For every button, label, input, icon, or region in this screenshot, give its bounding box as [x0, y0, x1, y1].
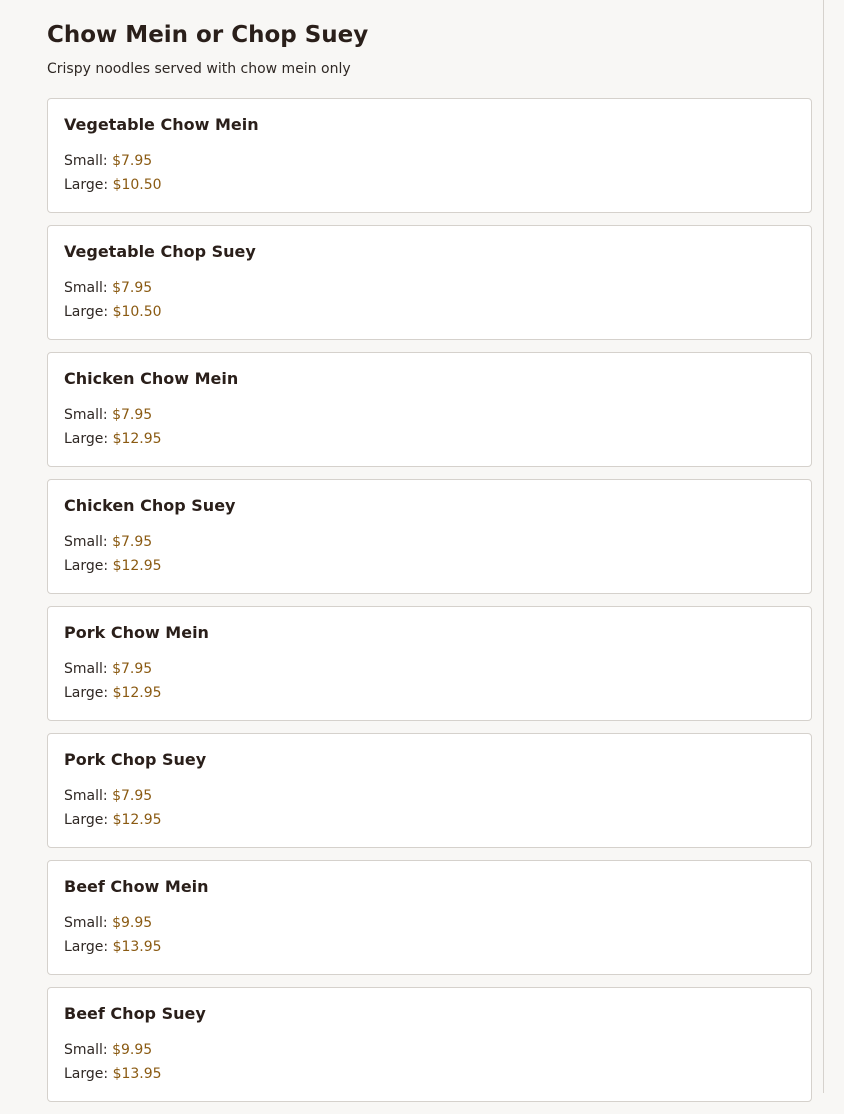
small-label: Small: [64, 407, 108, 423]
price-list [64, 276, 795, 324]
large-price-line [64, 554, 795, 578]
large-price: $12.95 [112, 431, 162, 447]
large-price-line [64, 1062, 795, 1086]
small-price: $9.95 [112, 1042, 153, 1058]
price-list [64, 403, 795, 451]
small-price: $7.95 [112, 153, 153, 169]
section-title: Chow Mein or Chop Suey [47, 22, 369, 48]
price-list [64, 911, 795, 959]
menu-item-name: Vegetable Chow Mein [64, 115, 259, 134]
small-label: Small: [64, 661, 108, 677]
menu-item-card [47, 352, 812, 467]
large-label: Large: [64, 685, 109, 701]
menu-item-name: Pork Chow Mein [64, 623, 209, 642]
large-price-line [64, 427, 795, 451]
large-price-line [64, 681, 795, 705]
large-price: $12.95 [112, 812, 162, 828]
menu-item-card [47, 860, 812, 975]
large-label: Large: [64, 1066, 109, 1082]
large-price-line [64, 300, 795, 324]
section-note: Crispy noodles served with chow mein only [47, 61, 351, 77]
small-price: $7.95 [112, 534, 153, 550]
small-price: $7.95 [112, 280, 153, 296]
small-price-line [64, 911, 795, 935]
menu-item-card [47, 98, 812, 213]
small-price-line [64, 657, 795, 681]
large-price: $12.95 [112, 685, 162, 701]
small-price: $9.95 [112, 915, 153, 931]
menu-item-list [47, 98, 812, 1102]
large-price: $12.95 [112, 558, 162, 574]
menu-item-card [47, 606, 812, 721]
large-label: Large: [64, 177, 109, 193]
small-label: Small: [64, 915, 108, 931]
menu-item-name: Chicken Chop Suey [64, 496, 236, 515]
small-price-line [64, 784, 795, 808]
price-list [64, 784, 795, 832]
large-price: $13.95 [112, 1066, 162, 1082]
menu-item-card [47, 987, 812, 1102]
large-price-line [64, 808, 795, 832]
small-price-line [64, 530, 795, 554]
price-list [64, 530, 795, 578]
small-label: Small: [64, 153, 108, 169]
menu-item-card [47, 479, 812, 594]
menu-item-name: Chicken Chow Mein [64, 369, 239, 388]
menu-item-name: Beef Chop Suey [64, 1004, 206, 1023]
large-price: $13.95 [112, 939, 162, 955]
large-label: Large: [64, 939, 109, 955]
small-label: Small: [64, 280, 108, 296]
small-label: Small: [64, 788, 108, 804]
price-list [64, 1038, 795, 1086]
small-price: $7.95 [112, 788, 153, 804]
large-label: Large: [64, 304, 109, 320]
small-price-line [64, 276, 795, 300]
small-label: Small: [64, 1042, 108, 1058]
small-price: $7.95 [112, 407, 153, 423]
menu-item-name: Pork Chop Suey [64, 750, 207, 769]
large-label: Large: [64, 812, 109, 828]
price-list [64, 657, 795, 705]
page-right-border [823, 0, 824, 1093]
small-price-line [64, 403, 795, 427]
small-price-line [64, 149, 795, 173]
large-price: $10.50 [112, 177, 162, 193]
small-label: Small: [64, 534, 108, 550]
menu-section [47, 0, 812, 1114]
large-price: $10.50 [112, 304, 162, 320]
large-price-line [64, 173, 795, 197]
large-price-line [64, 935, 795, 959]
large-label: Large: [64, 558, 109, 574]
price-list [64, 149, 795, 197]
large-label: Large: [64, 431, 109, 447]
small-price: $7.95 [112, 661, 153, 677]
menu-item-card [47, 225, 812, 340]
menu-item-name: Vegetable Chop Suey [64, 242, 256, 261]
small-price-line [64, 1038, 795, 1062]
menu-item-name: Beef Chow Mein [64, 877, 209, 896]
menu-item-card [47, 733, 812, 848]
